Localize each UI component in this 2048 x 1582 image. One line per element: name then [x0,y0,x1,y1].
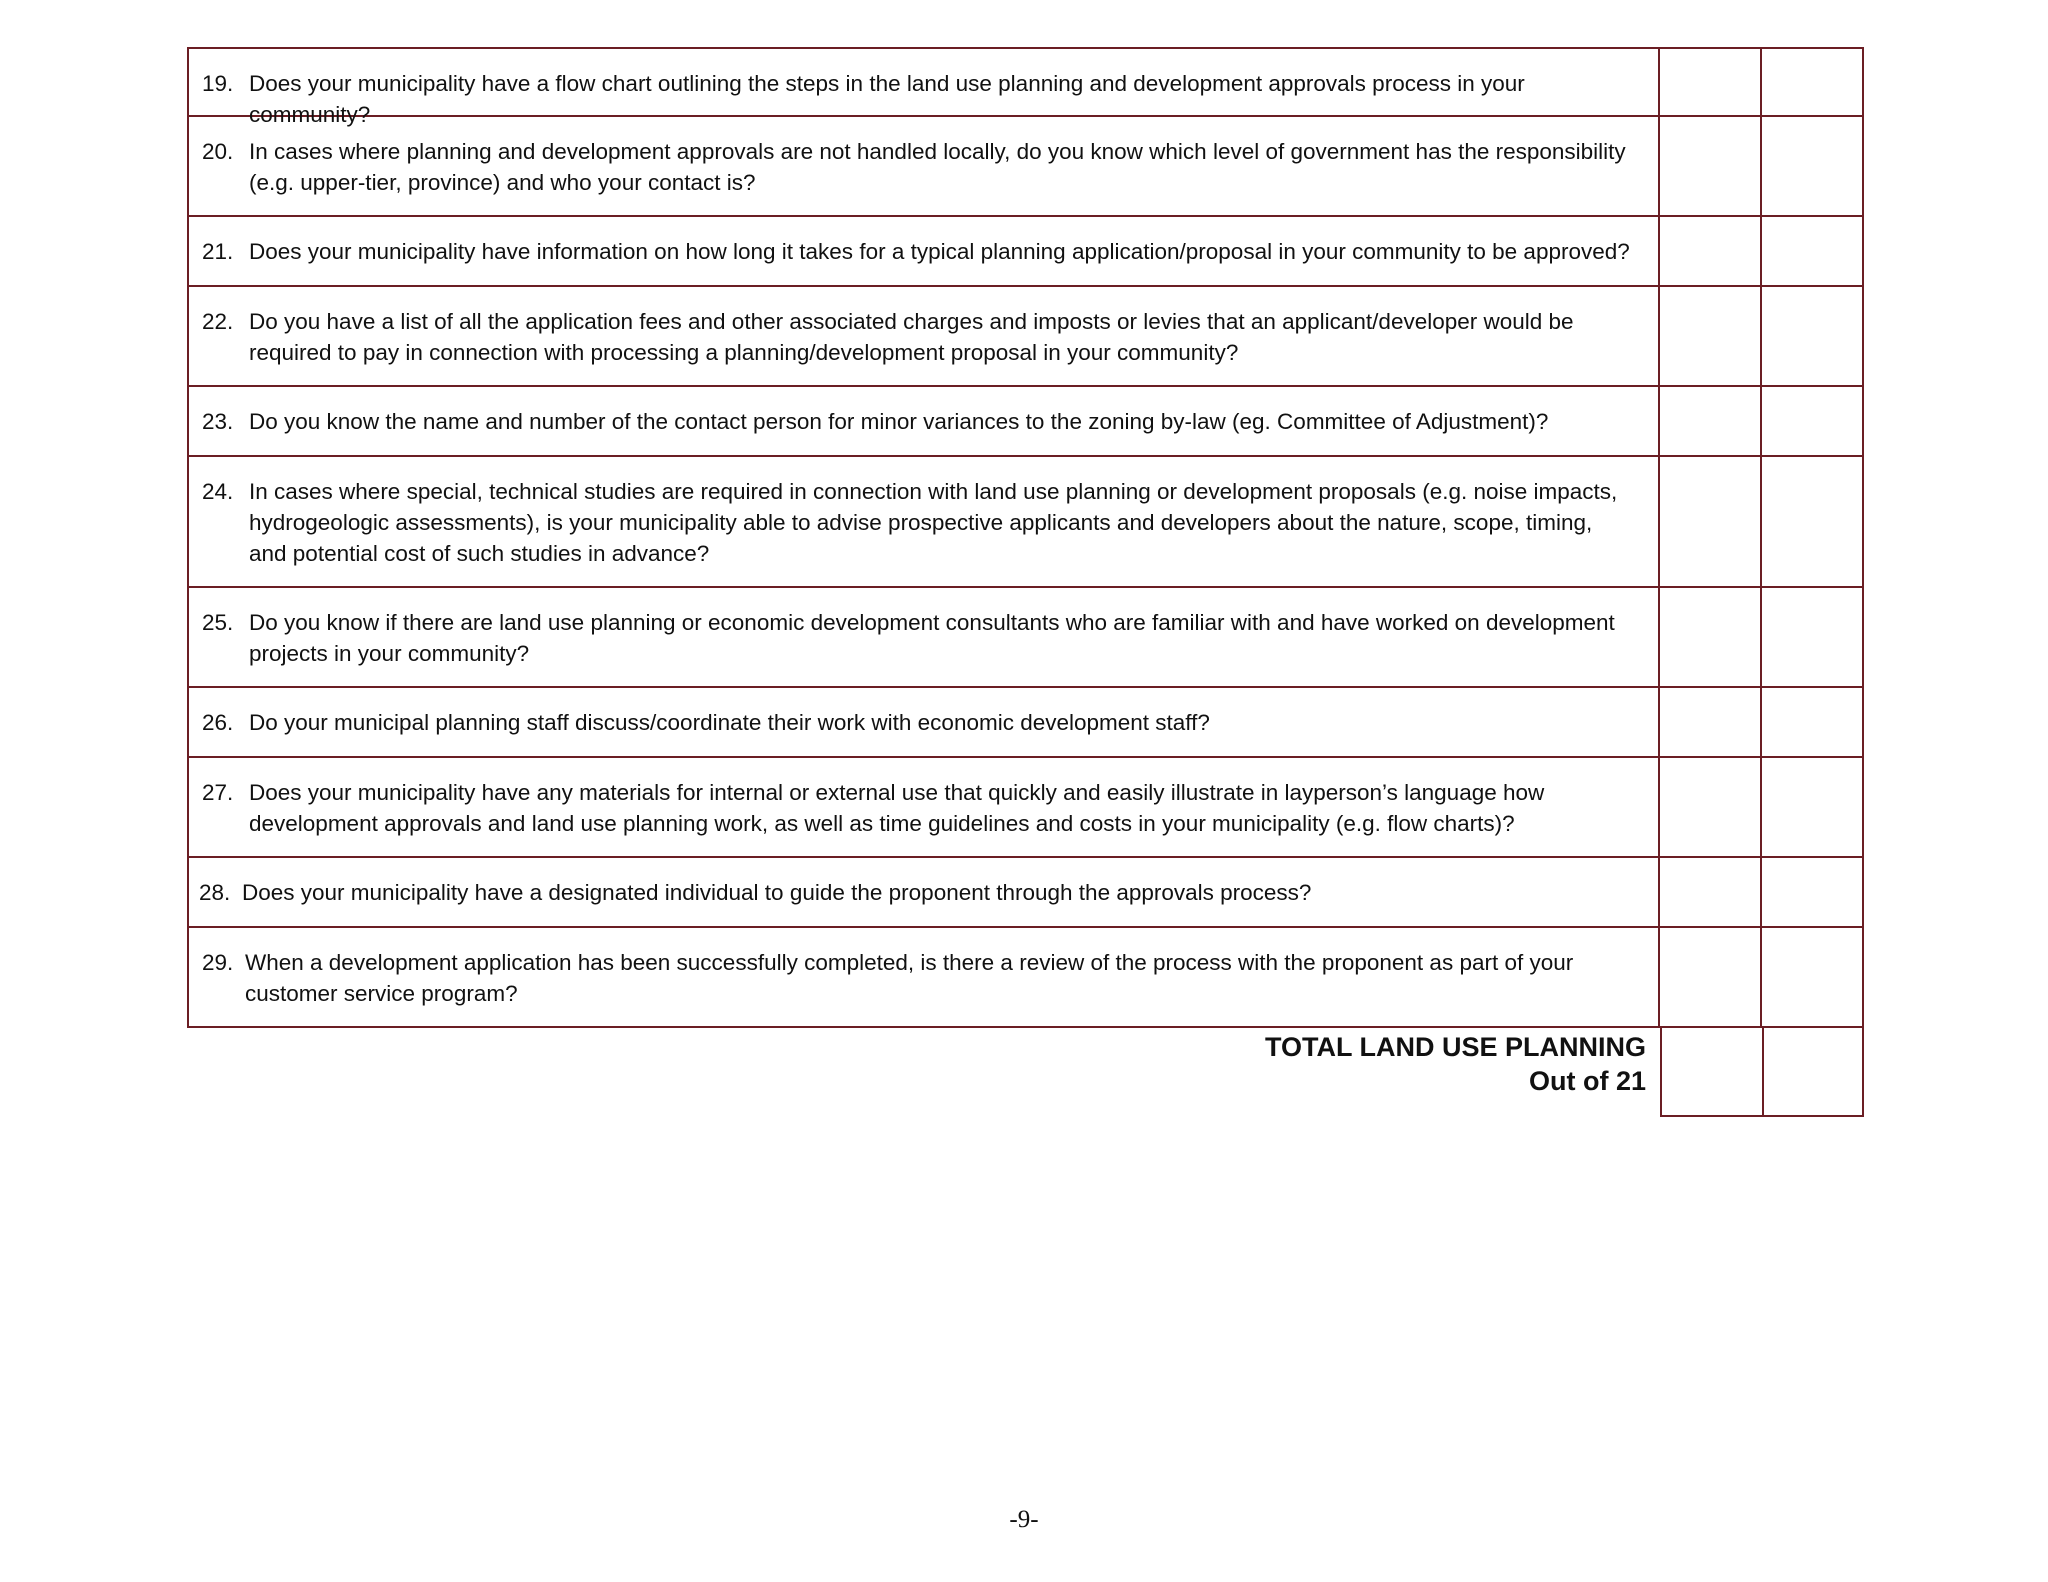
score-box[interactable] [1762,117,1862,215]
page-number: -9- [1009,1506,1039,1533]
score-box[interactable] [1762,588,1862,686]
question-cell [189,928,1660,1026]
question-cell [189,858,1660,926]
question-text: Do your municipal planning staff discuss/coordinate their work with economic development staff? [249,710,1210,735]
score-box[interactable] [1762,928,1862,1026]
question-row-22 [187,287,1864,387]
score-box[interactable] [1762,858,1862,926]
yes-answer-box[interactable] [1660,928,1762,1026]
question-cell [189,49,1660,127]
yes-answer-box[interactable] [1660,217,1762,285]
question-text: Do you know if there are land use planning or economic development consultants who are familiar with and have worked on development projects in your community? [249,610,1615,666]
yes-answer-box[interactable] [1660,688,1762,756]
yes-answer-box[interactable] [1660,287,1762,385]
question-number: 19. [202,71,234,96]
question-cell [189,387,1660,455]
question-text: Do you have a list of all the application fees and other associated charges and imposts or levies that an applicant/developer would be required to pay in connection with processing a planning/development proposal in your community? [249,309,1574,365]
land-use-planning-checklist [187,47,1864,1117]
question-cell [189,217,1660,285]
question-number: 25. [202,610,234,635]
question-number: 26. [202,710,234,735]
question-row-26 [187,688,1864,758]
total-yes-box[interactable] [1662,1028,1764,1117]
question-row-19 [187,47,1864,127]
question-number: 23. [202,409,234,434]
total-label-cell [187,1028,1662,1117]
yes-answer-box[interactable] [1660,457,1762,586]
question-row-21 [187,217,1864,287]
score-box[interactable] [1762,387,1862,455]
total-row [187,1028,1864,1117]
question-text: In cases where special, technical studies are required in connection with land use planning or development proposals (e.g. noise impacts, hydrogeologic assessments), is your municipality able to advise prospective applicants and developers about the nature, scope, timing, and potential cost of such studies in advance? [249,479,1618,566]
total-label [187,1028,1662,1117]
question-number: 29. [202,950,234,975]
score-box[interactable] [1762,49,1862,115]
question-row-25 [187,588,1864,688]
question-number: 24. [202,479,234,504]
question-text: Do you know the name and number of the contact person for minor variances to the zoning by-law (eg. Committee of Adjustment)? [249,409,1549,434]
question-number: 22. [202,309,234,334]
score-box[interactable] [1762,457,1862,586]
question-row-27 [187,758,1864,858]
question-text: When a development application has been successfully completed, is there a review of the process with the proponent as part of your customer service program? [245,950,1574,1006]
question-row-20 [187,117,1864,217]
question-cell [189,457,1660,586]
question-number: 20. [202,139,234,164]
question-number: 28. [199,880,231,905]
score-box[interactable] [1762,217,1862,285]
question-text: Does your municipality have any materials for internal or external use that quickly and easily illustrate in layperson’s language how development approvals and land use planning work, as well as time guidelines and costs in your municipality (e.g. flow charts)? [249,780,1545,836]
question-row-23 [187,387,1864,457]
question-row-29 [187,928,1864,1028]
score-box[interactable] [1762,688,1862,756]
question-cell [189,688,1660,756]
question-cell [189,117,1660,215]
yes-answer-box[interactable] [1660,858,1762,926]
question-text: In cases where planning and development approvals are not handled locally, do you know which level of government has the responsibility (e.g. upper-tier, province) and who your contact is? [249,139,1626,195]
score-box[interactable] [1762,287,1862,385]
question-text: Does your municipality have a designated individual to guide the proponent through the approvals process? [242,880,1312,905]
yes-answer-box[interactable] [1660,588,1762,686]
total-out-of: Out of 21 [1528,1066,1646,1096]
question-text: Does your municipality have a flow chart outlining the steps in the land use planning and development approvals process in your community? [249,71,1525,127]
question-number: 27. [202,780,234,805]
yes-answer-box[interactable] [1660,117,1762,215]
yes-answer-box[interactable] [1660,387,1762,455]
score-box[interactable] [1762,758,1862,856]
question-cell [189,588,1660,686]
total-score-box[interactable] [1764,1028,1864,1117]
question-text: Does your municipality have information on how long it takes for a typical planning application/proposal in your community to be approved? [249,239,1630,264]
question-row-24 [187,457,1864,588]
question-row-28 [187,858,1864,928]
yes-answer-box[interactable] [1660,49,1762,115]
total-title: TOTAL LAND USE PLANNING [1264,1032,1646,1062]
question-number: 21. [202,239,234,264]
question-cell [189,287,1660,385]
question-cell [189,758,1660,856]
yes-answer-box[interactable] [1660,758,1762,856]
